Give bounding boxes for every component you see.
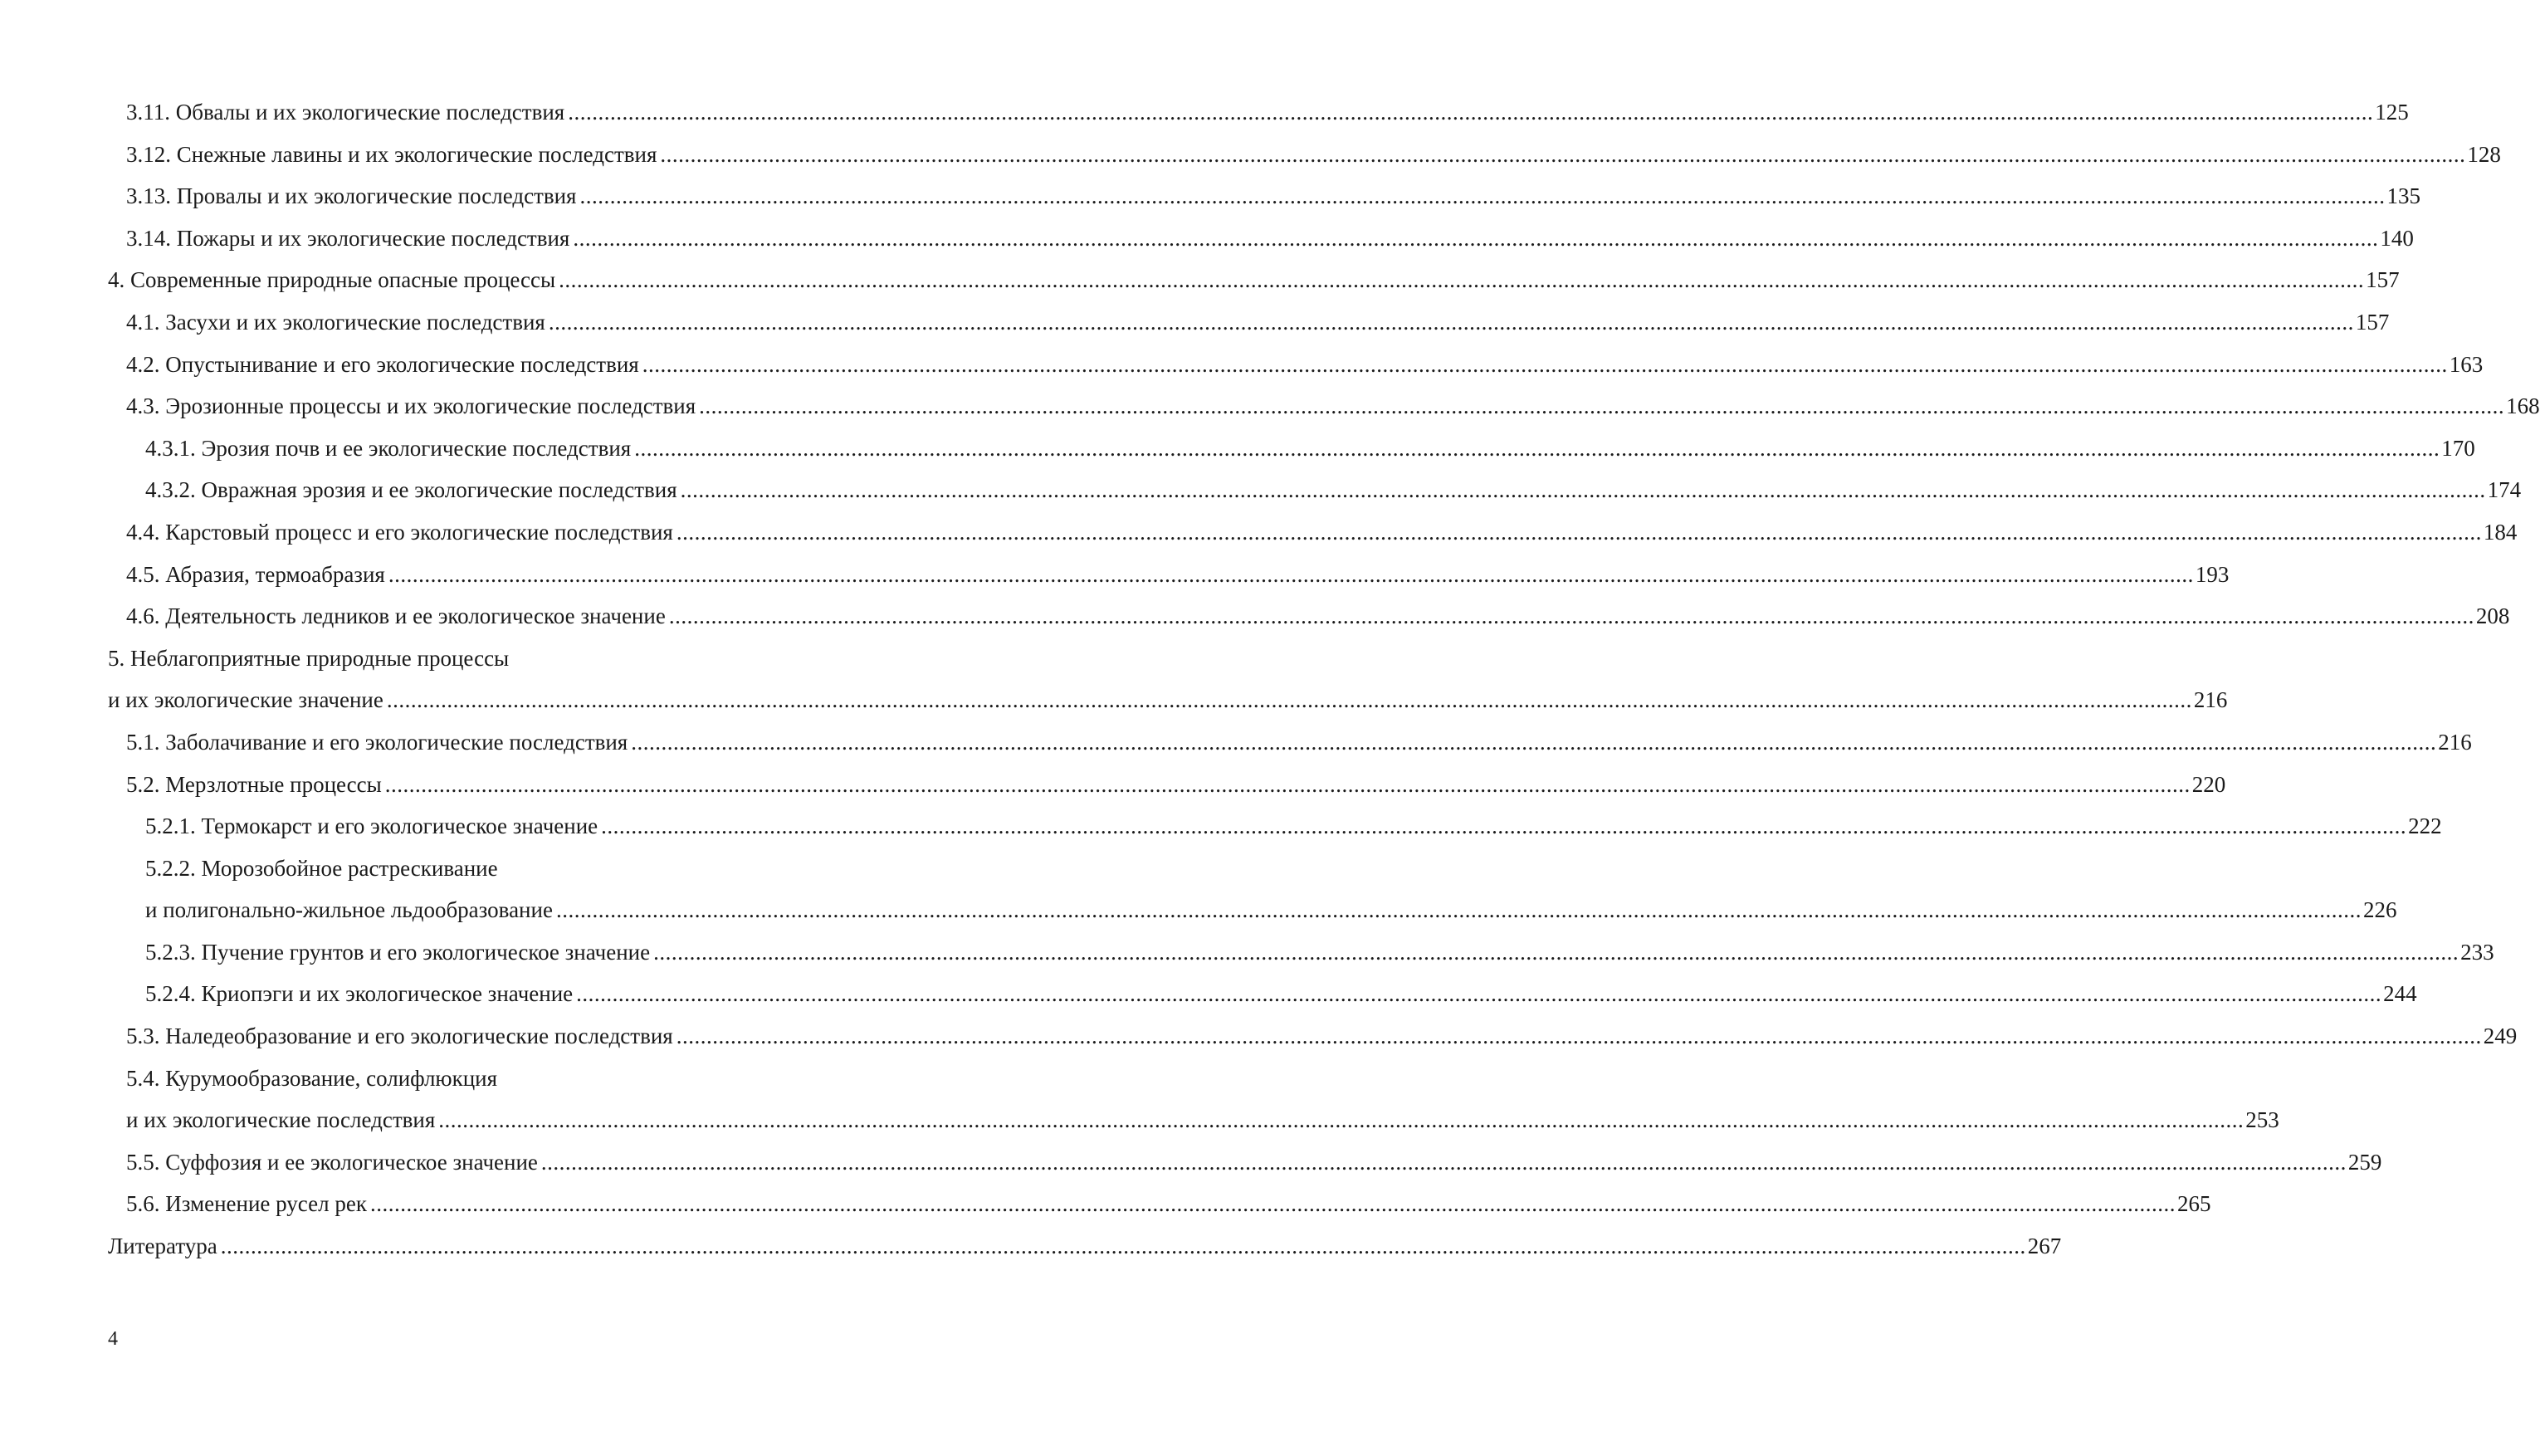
toc-entry-page: 184	[2483, 519, 2518, 545]
toc-entry	[108, 91, 2409, 134]
toc-entry-page: 265	[2176, 1191, 2211, 1217]
toc-entry	[108, 469, 2522, 511]
toc-entry-title: 3.14. Пожары и их экологические последствия	[126, 225, 570, 251]
toc-entry-page: 157	[2355, 309, 2390, 335]
toc-entry-title: 5.2.4. Криопэги и их экологическое значение	[145, 981, 574, 1007]
toc-dot-leader: ............................................................................................................................................................................................................................................................................................................	[386, 687, 2192, 713]
toc-entry-page: 140	[2380, 225, 2414, 251]
toc-entry-title: 4.4. Карстовый процесс и его экологические последствия	[126, 519, 673, 545]
toc-entry	[108, 1183, 2211, 1225]
toc-entry	[108, 134, 2501, 176]
toc-entry-page: 244	[2383, 981, 2417, 1007]
toc-entry-title: 3.12. Снежные лавины и их экологические последствия	[126, 141, 657, 167]
toc-entry-title: и их экологические последствия	[126, 1107, 436, 1133]
toc-entry-page: 253	[2245, 1107, 2279, 1133]
toc-entry	[108, 973, 2417, 1015]
toc-entry-page: 216	[2193, 687, 2228, 713]
toc-dot-leader: ............................................................................................................................................................................................................................................................................................................	[680, 477, 2486, 503]
table-of-contents	[108, 91, 2540, 1268]
toc-dot-leader: ............................................................................................................................................................................................................................................................................................................	[699, 393, 2505, 419]
toc-entry-page: 157	[2366, 267, 2400, 293]
toc-dot-leader: ............................................................................................................................................................................................................................................................................................................	[579, 183, 2386, 209]
toc-dot-leader: ............................................................................................................................................................................................................................................................................................................	[555, 897, 2362, 923]
toc-entry-title: 5.5. Суффозия и ее экологическое значение	[126, 1149, 538, 1175]
toc-entry-page: 249	[2483, 1024, 2518, 1049]
toc-entry-page: 174	[2487, 477, 2522, 503]
toc-dot-leader: ............................................................................................................................................................................................................................................................................................................	[660, 141, 2466, 167]
toc-entry	[108, 1225, 2062, 1268]
toc-entry-title: 5. Неблагоприятные природные процессы	[108, 645, 510, 671]
toc-dot-leader: ............................................................................................................................................................................................................................................................................................................	[559, 267, 2365, 293]
toc-dot-leader: ............................................................................................................................................................................................................................................................................................................	[668, 603, 2474, 629]
toc-entry-page: 163	[2449, 351, 2484, 377]
toc-entry	[108, 1141, 2382, 1184]
toc-dot-leader: ............................................................................................................................................................................................................................................................................................................	[601, 814, 2407, 839]
toc-entry	[108, 805, 2442, 848]
toc-dot-leader: ............................................................................................................................................................................................................................................................................................................	[220, 1234, 2026, 1259]
toc-dot-leader: ............................................................................................................................................................................................................................................................................................................	[634, 435, 2440, 461]
toc-entry-title: 5.2.3. Пучение грунтов и его экологическое значение	[145, 939, 651, 965]
toc-entry-title: 5.3. Наледеобразование и его экологические последствия	[126, 1024, 673, 1049]
toc-entry-page: 125	[2375, 100, 2409, 125]
toc-entry-title: 4.5. Абразия, термоабразия	[126, 561, 385, 587]
toc-entry-page: 193	[2195, 561, 2230, 587]
toc-entry-page: 233	[2460, 939, 2494, 965]
toc-entry-title: 5.6. Изменение русел рек	[126, 1191, 367, 1217]
toc-entry	[108, 679, 2228, 721]
toc-entry	[108, 595, 2510, 638]
toc-entry	[108, 511, 2518, 554]
toc-entry	[108, 428, 2475, 470]
toc-dot-leader: ............................................................................................................................................................................................................................................................................................................	[388, 561, 2194, 587]
toc-entry	[108, 848, 926, 890]
toc-dot-leader: ............................................................................................................................................................................................................................................................................................................	[438, 1107, 2244, 1133]
toc-entry	[108, 554, 2230, 596]
toc-entry-page: 168	[2506, 393, 2540, 419]
toc-entry-title: 4.1. Засухи и их экологические последствия	[126, 309, 545, 335]
toc-entry	[108, 385, 2540, 428]
toc-entry	[108, 931, 2494, 974]
toc-entry	[108, 301, 2390, 344]
toc-dot-leader: ............................................................................................................................................................................................................................................................................................................	[631, 729, 2437, 755]
toc-entry-title: 5.2.2. Морозобойное растрескивание	[145, 855, 498, 881]
toc-dot-leader: ............................................................................................................................................................................................................................................................................................................	[540, 1149, 2347, 1175]
toc-entry-title: 5.2.1. Термокарст и его экологическое значение	[145, 814, 598, 839]
toc-entry-title: 5.2. Мерзлотные процессы	[126, 771, 382, 797]
toc-entry-page: 220	[2191, 771, 2226, 797]
toc-entry-title: и их экологические значение	[108, 687, 383, 713]
toc-dot-leader: ............................................................................................................................................................................................................................................................................................................	[548, 309, 2354, 335]
toc-dot-leader: ............................................................................................................................................................................................................................................................................................................	[568, 100, 2374, 125]
toc-entry-title: 3.13. Провалы и их экологические последствия	[126, 183, 577, 209]
toc-entry-page: 222	[2408, 814, 2442, 839]
toc-entry	[108, 217, 2414, 260]
toc-entry-page: 216	[2438, 729, 2472, 755]
toc-entry-title: 5.1. Заболачивание и его экологические последствия	[126, 729, 628, 755]
toc-entry-page: 128	[2467, 141, 2501, 167]
toc-entry-page: 170	[2441, 435, 2475, 461]
toc-entry-title: и полигонально-жильное льдообразование	[145, 897, 553, 923]
toc-entry-page: 226	[2362, 897, 2397, 923]
toc-entry	[108, 259, 2400, 301]
toc-entry	[108, 1099, 2279, 1141]
toc-entry-title: 4.3. Эрозионные процессы и их экологические последствия	[126, 393, 696, 419]
toc-entry-page: 135	[2386, 183, 2420, 209]
toc-entry-title: 4.3.2. Овражная эрозия и ее экологические последствия	[145, 477, 677, 503]
toc-entry	[108, 889, 2397, 931]
page-number: 4	[108, 1328, 118, 1350]
toc-entry-title: 4. Современные природные опасные процессы	[108, 267, 556, 293]
toc-dot-leader: ............................................................................................................................................................................................................................................................................................................	[653, 939, 2459, 965]
toc-entry	[108, 721, 2472, 764]
toc-entry-title: Литература	[108, 1234, 217, 1259]
toc-entry	[108, 1058, 926, 1100]
toc-entry-page: 267	[2027, 1234, 2062, 1259]
toc-entry-page: 208	[2475, 603, 2510, 629]
toc-entry-page: 259	[2347, 1149, 2382, 1175]
toc-entry-title: 4.6. Деятельность ледников и ее экологическое значение	[126, 603, 666, 629]
toc-dot-leader: ............................................................................................................................................................................................................................................................................................................	[676, 1024, 2482, 1049]
toc-entry-title: 5.4. Курумообразование, солифлюкция	[126, 1065, 498, 1091]
toc-entry	[108, 1015, 2518, 1058]
toc-entry	[108, 175, 2420, 217]
toc-dot-leader: ............................................................................................................................................................................................................................................................................................................	[369, 1191, 2176, 1217]
toc-dot-leader: ............................................................................................................................................................................................................................................................................................................	[384, 771, 2191, 797]
toc-entry	[108, 638, 926, 680]
toc-dot-leader: ............................................................................................................................................................................................................................................................................................................	[576, 981, 2382, 1007]
toc-dot-leader: ............................................................................................................................................................................................................................................................................................................	[676, 519, 2482, 545]
toc-entry	[108, 764, 2226, 806]
toc-entry-title: 4.2. Опустынивание и его экологические последствия	[126, 351, 639, 377]
toc-entry-title: 4.3.1. Эрозия почв и ее экологические последствия	[145, 435, 632, 461]
toc-dot-leader: ............................................................................................................................................................................................................................................................................................................	[642, 351, 2448, 377]
toc-entry	[108, 344, 2484, 386]
toc-entry-title: 3.11. Обвалы и их экологические последствия	[126, 100, 565, 125]
toc-dot-leader: ............................................................................................................................................................................................................................................................................................................	[573, 225, 2379, 251]
